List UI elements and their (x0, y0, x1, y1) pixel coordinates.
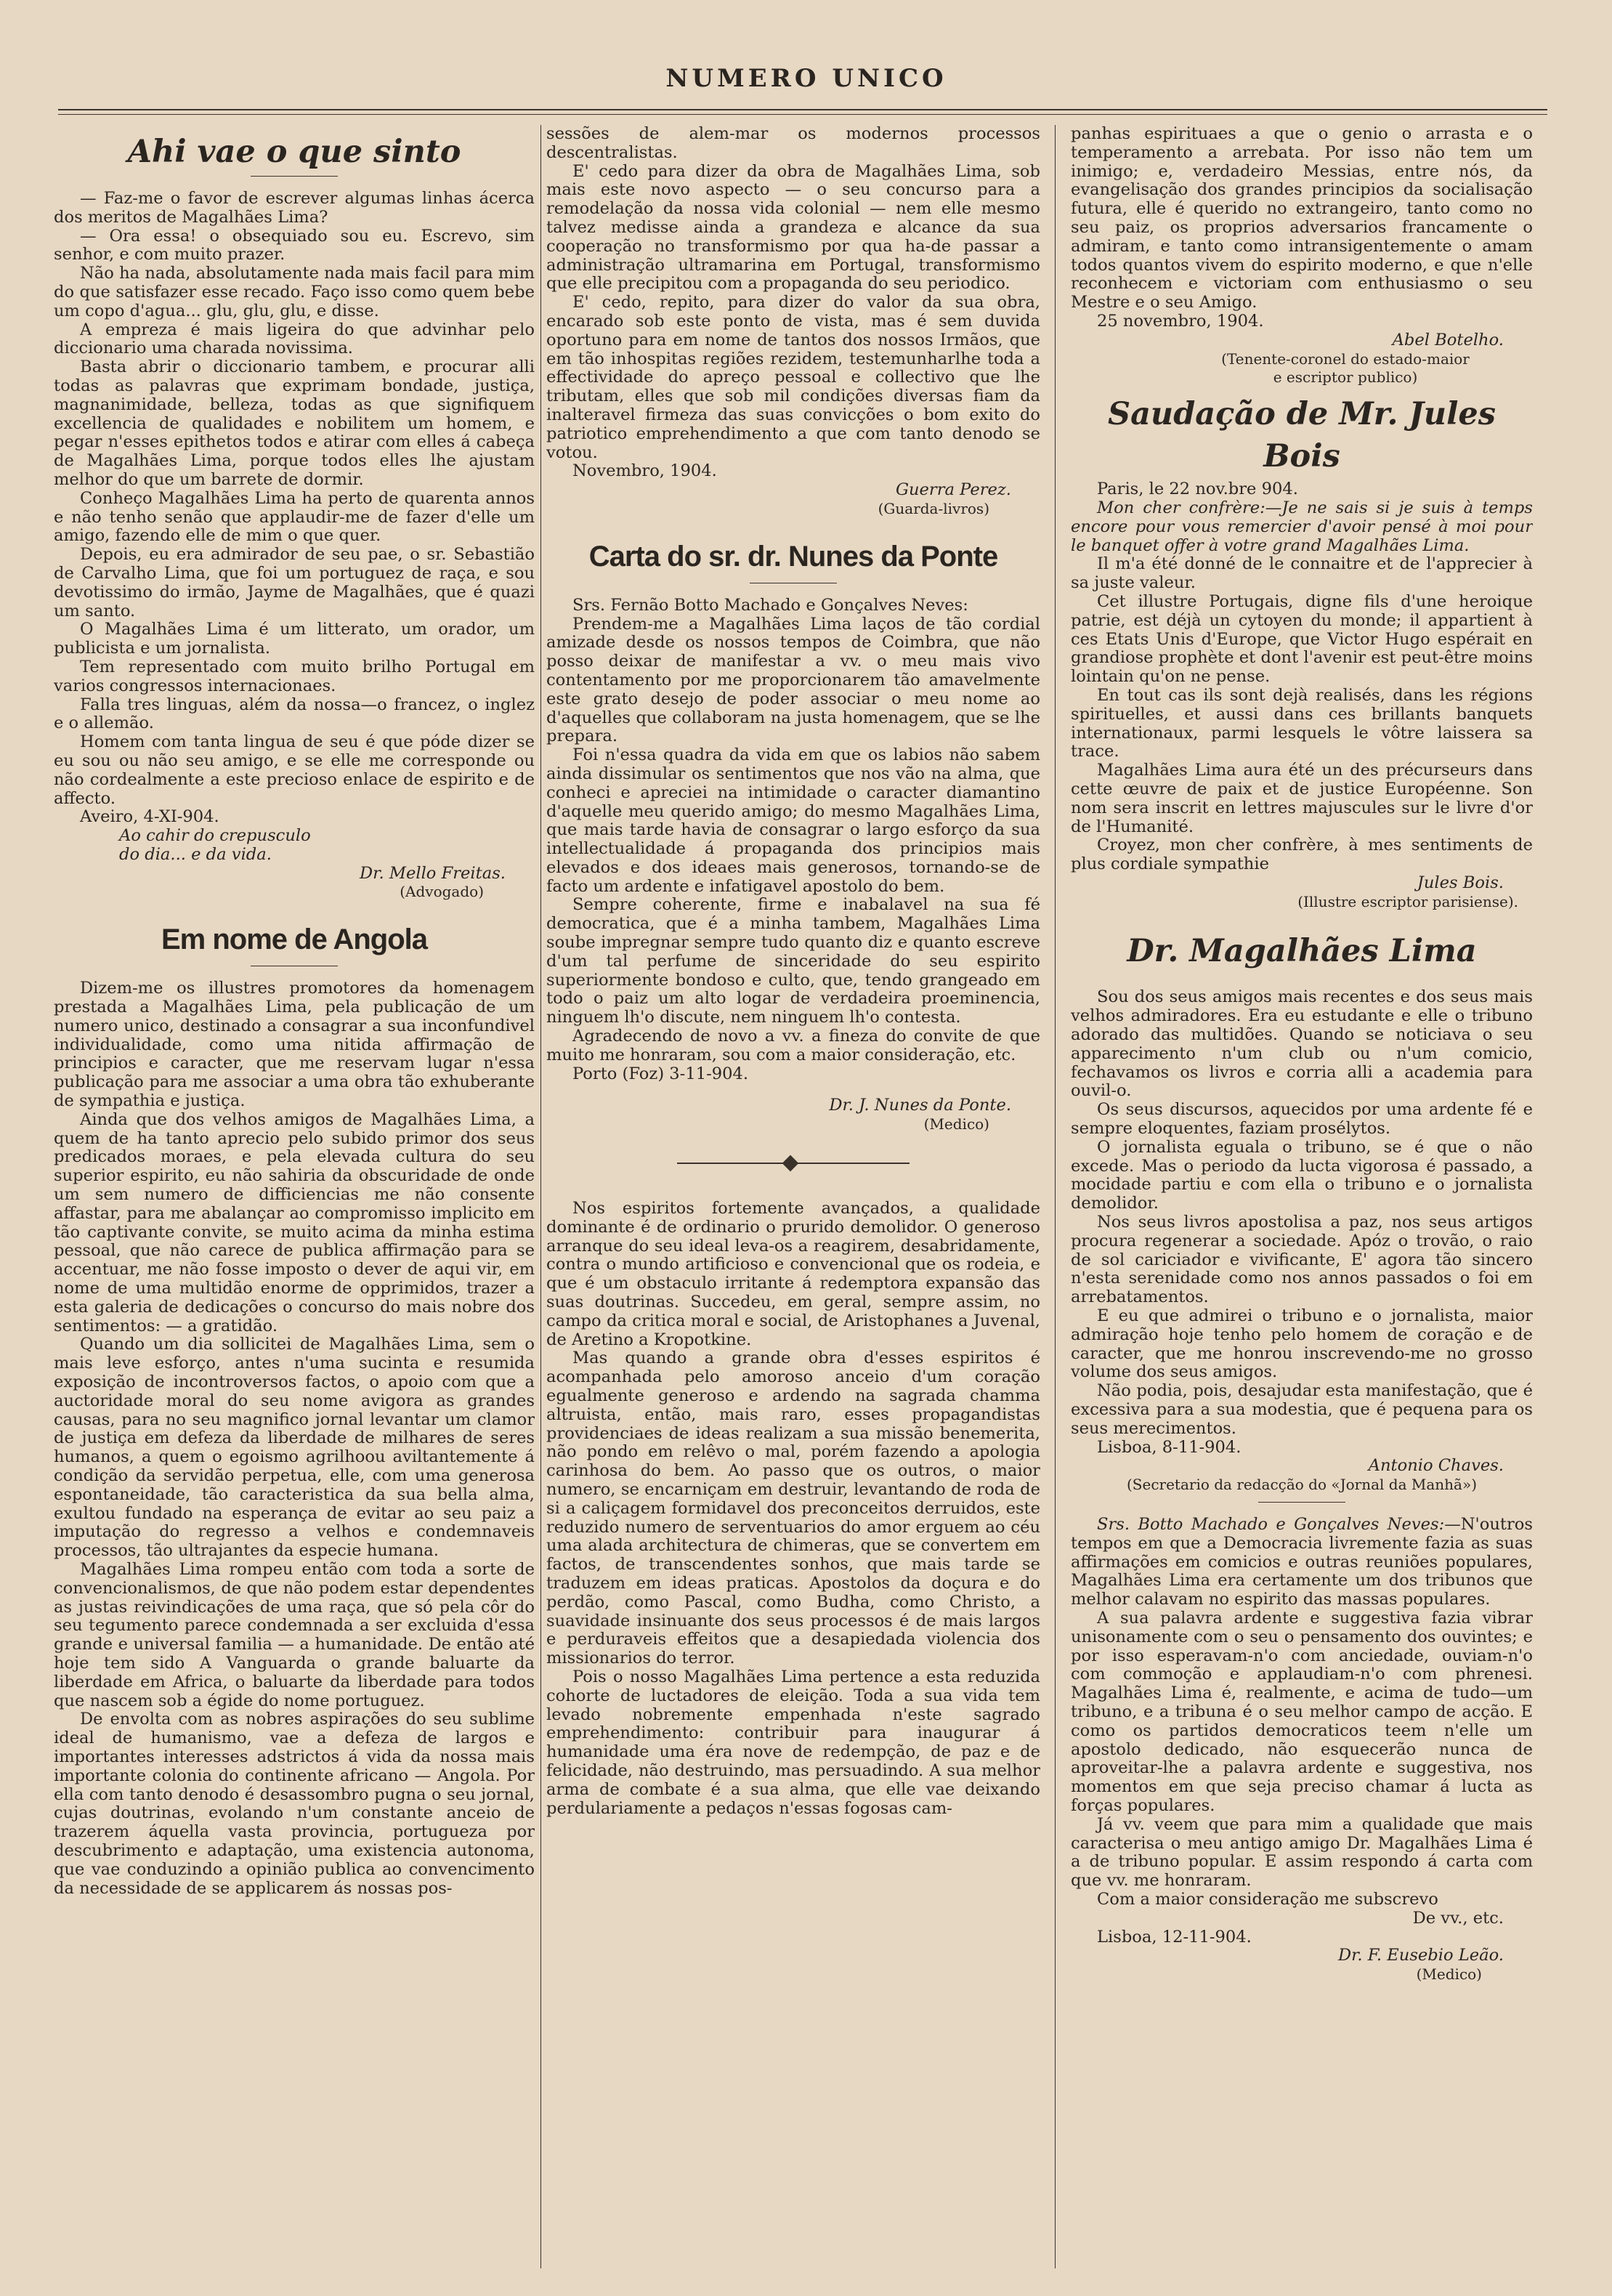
article-title-ahi-vae: Ahi vae o que sinto (127, 134, 461, 170)
salutation: Srs. Botto Machado e Gonçalves Neves: (1097, 1515, 1445, 1534)
masthead-rule-thin (58, 114, 1547, 115)
signature-role: e escriptor publico) (1273, 368, 1418, 387)
signature-role: (Secretario da redacção do «Jornal da Manhã») (1126, 1476, 1477, 1494)
signature-role: (Medico) (1416, 1965, 1482, 1984)
column-3 (1071, 125, 1533, 2283)
dateline: Paris, le 22 nov.bre 904. (1097, 480, 1298, 499)
paragraph: — Ora essa! o obsequiado sou eu. Escrevo, sim senhor, e com muito prazer. (54, 226, 535, 264)
column-divider-1 (540, 125, 541, 2268)
paragraph: Já vv. veem que para mim a qualidade que mais caracterisa o meu antigo amigo Dr. Magalhães Lima é a de tribuno popular. E assim respondo á carta com que vv. me honraram. (1071, 1814, 1533, 1891)
paragraph: Dizem-me os illustres promotores da homenagem prestada a Magalhães Lima, pela publicação de um numero unico, destinado a consagrar a sua inconfundivel individualidade, como uma nitida affirmação de principios e caracter, que me reservam lugar n'essa publicação para me associar a uma obra tão exhuberante de sympathia e justiça. (54, 979, 535, 1111)
column-divider-2 (1055, 125, 1056, 2268)
paragraph: Cet illustre Portugais, digne fils d'une heroique patrie, est déjà un cytoyen du monde; il appartient à ces Etats Unis d'Europe, que Victor Hugo espérait en grandiose prophète et dont l'avenir est peut-être moins lointain qu'on ne pense. (1071, 591, 1533, 687)
signature-role: (Tenente-coronel do estado-maior (1221, 349, 1470, 368)
paragraph: Os seus discursos, aquecidos por uma ardente fé e sempre eloquentes, faziam prosélytos. (1071, 1100, 1533, 1139)
paragraph: Croyez, mon cher confrère, à mes sentiments de plus cordiale sympathie (1071, 836, 1533, 874)
paragraph: O jornalista eguala o tribuno, se é que o não excede. Mas o periodo da lucta vigorosa é passado, a mocidade partiu e com ella o tribuno e o jornalista demolidor. (1071, 1137, 1533, 1213)
paragraph: Nos espiritos fortemente avançados, a qualidade dominante é de ordinario o prurido demolidor. O generoso arranque do seu ideal leva-os a reagirem, desabridamente, contra o mundo artificioso e convencional que os rodeia, e que é um obstaculo irritante á redemptora expansão das suas doutrinas. Succedeu, em geral, sempre assim, no campo da critica moral e social, de Aristophanes a Juvenal, de Aretino a Kropotkine. (546, 1199, 1040, 1349)
signature: Abel Botelho. (1392, 330, 1504, 349)
paragraph: E' cedo, repito, para dizer do valor da sua obra, encarado sob este ponto de vista, mas é sem duvida oportuno para em nome de tantos dos nossos Irmãos, que em tão inhospitas regiões rezidem, testemunharlhe toda a effectividade do apreço pessoal e collectivo que lhe tributam, elles que sob mil condições diversas fiam da inalteravel firmeza das suas convicções o bom exito do patriotico emprehendimento a que com tanto denodo se votou. (546, 293, 1040, 462)
paragraph: Conheço Magalhães Lima ha perto de quarenta annos e não tenho senão que applaudir-me de fazer d'elle um amigo, fazendo elle de mim o que quer. (54, 488, 535, 546)
ornament-divider (677, 1156, 910, 1171)
paragraph: Homem com tanta lingua de seu é que póde dizer se eu sou ou não seu amigo, e se elle me corresponde ou não cordealmente a este precioso enlace de espirito e de affecto. (54, 732, 535, 808)
paragraph: A empreza é mais ligeira do que advinhar pelo diccionario uma charada novissima. (54, 320, 535, 358)
paragraph: Sempre coherente, firme e inabalavel na sua fé democratica, que é a minha tambem, Magalhães Lima soube impregnar sempre tudo quanto diz e quanto escreve d'um tal perfume de sinceridade do seu espirito superiormente bondoso e culto, que, tendo grangeado em todo o paiz um alto logar de verdadeira proeminencia, ninguem lh'o discute, nem ninguem lh'o contesta. (546, 895, 1040, 1027)
signature-role: (Advogado) (400, 883, 484, 901)
paragraph: Magalhães Lima aura été un des précurseurs dans cette œuvre de paix et de justice Européenne. Son nom sera inscrit en lettres majuscules sur le livre d'or de l'Humanité. (1071, 761, 1533, 836)
signature: Guerra Perez. (895, 480, 1011, 500)
paragraph: Não podia, pois, desajudar esta manifestação, que é excessiva para a sua modestia, que é pequena para os seus merecimentos. (1071, 1381, 1533, 1438)
paragraph: panhas espirituaes a que o genio o arrasta e o temperamento a arrebata. Por isso não tem um inimigo; e, verdadeiro Messias, entre nós, da evangelisação dos grandes principios da socialisação futura, elle é querido no extrangeiro, tanto como no seu paiz, os proprios adversarios francamente o admiram, e tanto como intransigentemente o amam todos quantos vivem do espirito moderno, e que n'elle reconhecem e victoriam com enthusiasmo o seu Mestre e o seu Amigo. (1071, 125, 1533, 312)
paragraph-text: —N'outros tempos em que a Democracia livremente fazia as suas affirmações em comicios e outras reuniões populares, Magalhães Lima era certamente um dos tribunos que melhor calavam no espirito das massas populares. (1071, 1515, 1533, 1609)
dateline: Lisboa, 8-11-904. (1097, 1437, 1242, 1457)
paragraph: Com a maior consideração me subscrevo (1097, 1889, 1438, 1909)
paragraph: O Magalhães Lima é um litterato, um orador, um publicista e um jornalista. (54, 620, 535, 658)
paragraph: Nos seus livros apostolisa a paz, nos seus artigos procura regenerar a sociedade. Apóz o trovão, o raio de sol cariciador e vivificante, E' agora tão sincero n'esta serenidade como nos annos passados o foi em arrebatamentos. (1071, 1213, 1533, 1307)
paragraph: Depois, eu era admirador de seu pae, o sr. Sebastião de Carvalho Lima, que foi um portuguez de raça, e sou devotissimo do irmão, Jayme de Magalhães, que é quazi um santo. (54, 545, 535, 621)
salutation: Srs. Fernão Botto Machado e Gonçalves Neves: (572, 595, 968, 615)
signature: Dr. J. Nunes da Ponte. (829, 1096, 1011, 1115)
dateline: Aveiro, 4-XI-904. (80, 807, 219, 827)
paragraph: Tem representado com muito brilho Portugal em varios congressos internacionaes. (54, 657, 535, 695)
paragraph: Mas quando a grande obra d'esses espiritos é acompanhada pelo amoroso anceio d'um coração egualmente generoso e ardendo na sagrada chamma altruista, então, mais raro, esses propagandistas providenciaes de ideas realizam a sua missão benemerita, não pondo em relêvo o mal, porém fazendo a apologia carinhosa do bem. Ao passo que os outros, o maior numero, se encarniçam em destruir, levantando de roda de si a caliçagem formidavel dos preconceitos derruidos, este reduzido numero de serventuarios do amor erguem ao céu uma alada architectura de chimeras, que se convertem em factos, de transcendentes sonhos, que mais tarde se traduzem em ideas praticas. Apostolos da doçura e do perdão, como Pascal, como Budha, como Christo, a suavidade insinuante dos seus processos é de mais largos e perduraveis effeitos que a desapiedada violencia dos missionarios do terror. (546, 1349, 1040, 1668)
paragraph (1071, 1516, 1533, 1609)
closing: De vv., etc. (1412, 1908, 1504, 1928)
article-title-angola: Em nome de Angola (161, 923, 427, 956)
column-1 (54, 125, 535, 2283)
signature-role: (Guarda-livros) (878, 499, 989, 517)
paragraph: Falla tres linguas, além da nossa—o francez, o inglez e o allemão. (54, 695, 535, 733)
paragraph: Il m'a été donné de le connaitre et de l'apprecier à sa juste valeur. (1071, 554, 1533, 593)
signature-role: (Illustre escriptor parisiense). (1297, 892, 1518, 910)
signature: Dr. F. Eusebio Leão. (1337, 1946, 1504, 1965)
title-underline (251, 176, 338, 177)
paragraph: Agradecendo de novo a vv. a fineza do convite de que muito me honraram, sou com a maior consideração, etc. (546, 1027, 1040, 1064)
paragraph: Pois o nosso Magalhães Lima pertence a esta reduzida cohorte de luctadores de eleição. Toda a sua vida tem levado nobremente empenhada n'este sagrado emprehendimento: contribuir para inaugurar á humanidade uma éra nove de redempção, de paz e de felicidade, não destruindo, mas persuadindo. A sua melhor arma de combate é a sua alma, que elle vae deixando perdulariamente a pedaços n'essas fogosas cam- (546, 1667, 1040, 1818)
signature: Antonio Chaves. (1368, 1456, 1504, 1476)
column-2 (546, 125, 1040, 2283)
dateline: Novembro, 1904. (572, 461, 717, 481)
paragraph: E eu que admirei o tribuno e o jornalista, maior admiração hoje tenho pelo homem de coração e de caracter, que me honrou inscrevendo-me no grosso volume dos seus amigos. (1071, 1306, 1533, 1382)
epigraph-line: do dia... e da vida. (119, 844, 272, 864)
epigraph-line: Ao cahir do crepusculo (119, 826, 311, 846)
paragraph: De envolta com as nobres aspirações do seu sublime ideal de humanismo, vae a defeza de largos e importantes interesses adstrictos á vida da nossa mais importante colonia do continente africano — Angola. Por ella com tanto denodo é desassombro pugna o seu jornal, cujas doutrinas, evolando n'um constante anceio de trazerem áquella vasta provincia, portugueza por descubrimento e adaptação, uma existencia autonoma, que vae conduzindo a opinião publica ao convencimento da necessidade de se applicarem ás nossas pos- (54, 1710, 535, 1898)
paragraph: A sua palavra ardente e suggestiva fazia vibrar unisonamente com o seu o pensamento dos ouvintes; e por isso esperavam-n'o com anciedade, ouviam-n'o com commoção e applaudiam-n'o com phrenesi. Magalhães Lima é, realmente, e acima de tudo—um tribuno, e a tribuna é o seu melhor campo de acção. E como os partidos democraticos teem n'elle um apostolo dedicado, não esquecerão nunca de aproveitar-lhe a palavra ardente e suggestiva, nos momentos em que seja preciso chamar á lucta as forças populares. (1071, 1608, 1533, 1815)
dateline: 25 novembro, 1904. (1097, 311, 1264, 331)
article-title-nunes-da-ponte: Carta do sr. dr. Nunes da Ponte (588, 540, 998, 573)
paragraph: Ainda que dos velhos amigos de Magalhães Lima, a quem de ha tanto aprecio pelo subido primor dos seus predicados moraes, e pela elevada cultura do seu superior espirito, eu não sahiria da obscuridade de onde um sem numero de difficiencias me não consente affastar, para me abalançar ao compromisso implicito em tão captivante convite, se muito acima da minha estima pessoal, que não carece de publica affirmação para se accentuar, me não fosse imposto o dever de aqui vir, em nome de uma multidão enorme de opprimidos, trazer a esta galeria de dedicações o concurso do mais nobre dos sentimentos: — a gratidão. (54, 1109, 535, 1335)
paragraph: Quando um dia sollicitei de Magalhães Lima, sem o mais leve esforço, antes n'uma sucinta e resumida exposição de incontroversos factos, o apoio com que a auctoridade moral do seu nome avigora as grandes causas, para no seu magnifico jornal levantar um clamor de justiça em defeza da liberdade de milhares de seres humanos, a quem o egoismo agrilhoou aviltantemente á condição da servidão perpetua, elle, com uma generosa espontaneidade, tão caracteristica da sua bella alma, exultou fundado na esperança de evitar ao seu paiz a imputação do regresso a velhos e condemnaveis processos, tão ultrajantes da especie humana. (54, 1335, 535, 1561)
paragraph: Magalhães Lima rompeu então com toda a sorte de convencionalismos, de que não podem estar dependentes as justas reivindicações de uma raça, que só pela côr do seu tegumento parece condemnada a ser excluida d'essa grande e universal familia — a humanidade. De então até hoje tem sido A Vanguarda o grande baluarte da liberdade em Africa, o baluarte da liberdade para todos que nascem sob a égide do nome portuguez. (54, 1559, 535, 1710)
paragraph: Mon cher confrère:—Je ne sais si je suis à temps encore pour vous remercier d'avoir pensé à moi pour le banquet offer à votre grand Magalhães Lima. (1071, 498, 1533, 555)
paragraph: Prendem-me a Magalhães Lima laços de tão cordial amizade desde os nossos tempos de Coimbra, que não posso deixar de manifestar a vv. o meu mais vivo contentamento por me proporcionarem tão amavelmente este grato desejo de poder associar o meu nome ao d'aquelles que collaboram na justa homenagem, que se lhe prepara. (546, 614, 1040, 746)
paragraph: Foi n'essa quadra da vida em que os labios não sabem ainda dissimular os sentimentos que nos vão na alma, que conheci e apreciei na intimidade o caracter diamantino d'aquelle meu querido amigo; do mesmo Magalhães Lima, que mais tarde havia de consagrar o largo esforço da sua intellectualidade á propaganda dos principios mais elevados e dos ideaes mais generosos, tornando-se de facto um ardente e infatigavel apostolo do bem. (546, 745, 1040, 896)
paragraph: Sou dos seus amigos mais recentes e dos seus mais velhos admiradores. Era eu estudante e elle o tribuno adorado das multidões. Quando se noticiava o seu apparecimento n'um club ou n'um comicio, fechavamos os livros e corria alli a academia para ouvil-o. (1071, 987, 1533, 1101)
paragraph: Basta abrir o diccionario tambem, e procurar alli todas as palavras que exprimam bondade, justiça, magnanimidade, belleza, todas as que signifiquem excellencia de qualidades e nobilitem um homem, e pegar n'esses epithetos todos e atirar com elles á cabeça de Magalhães Lima, porque todos elles lhe ajustam melhor do que um barrete de dormir. (54, 357, 535, 489)
article-title-jules-bois: Saudação de Mr. Jules Bois (1108, 396, 1496, 475)
signature-role: (Medico) (923, 1115, 989, 1133)
paragraph: sessões de alem-mar os modernos processos descentralistas. (546, 125, 1040, 162)
paragraph: — Faz-me o favor de escrever algumas linhas ácerca dos meritos de Magalhães Lima? (54, 189, 535, 227)
dateline: Porto (Foz) 3-11-904. (572, 1064, 749, 1083)
masthead: NUMERO UNICO (665, 64, 947, 93)
paragraph: En tout cas ils sont dejà realisés, dans les régions spirituelles, et aussi dans ces brillants banquets internationaux, parmi lesquels le vôtre laissera sa trace. (1071, 685, 1533, 761)
section-rule (1258, 1502, 1345, 1503)
paragraph: Não ha nada, absolutamente nada mais facil para mim do que satisfazer esse recado. Faço isso como quem bebe um copo d'agua... glu, glu, glu, e disse. (54, 264, 535, 320)
article-title-magalhaes-lima: Dr. Magalhães Lima (1127, 933, 1477, 970)
signature: Jules Bois. (1417, 873, 1504, 892)
masthead-rule (58, 109, 1547, 110)
dateline: Lisboa, 12-11-904. (1097, 1927, 1252, 1947)
signature: Dr. Mello Freitas. (360, 863, 506, 883)
paragraph: E' cedo para dizer da obra de Magalhães Lima, sob mais este novo aspecto — o seu concurso para a remodelação da nossa vida colonial — nem elle mesmo talvez medisse ainda a grandeza e alcance da sua cooperação no transformismo por qua ha-de passar a administração ultramarina em Portugal, transformismo que elle precipitou com a propaganda do seu periodico. (546, 161, 1040, 294)
